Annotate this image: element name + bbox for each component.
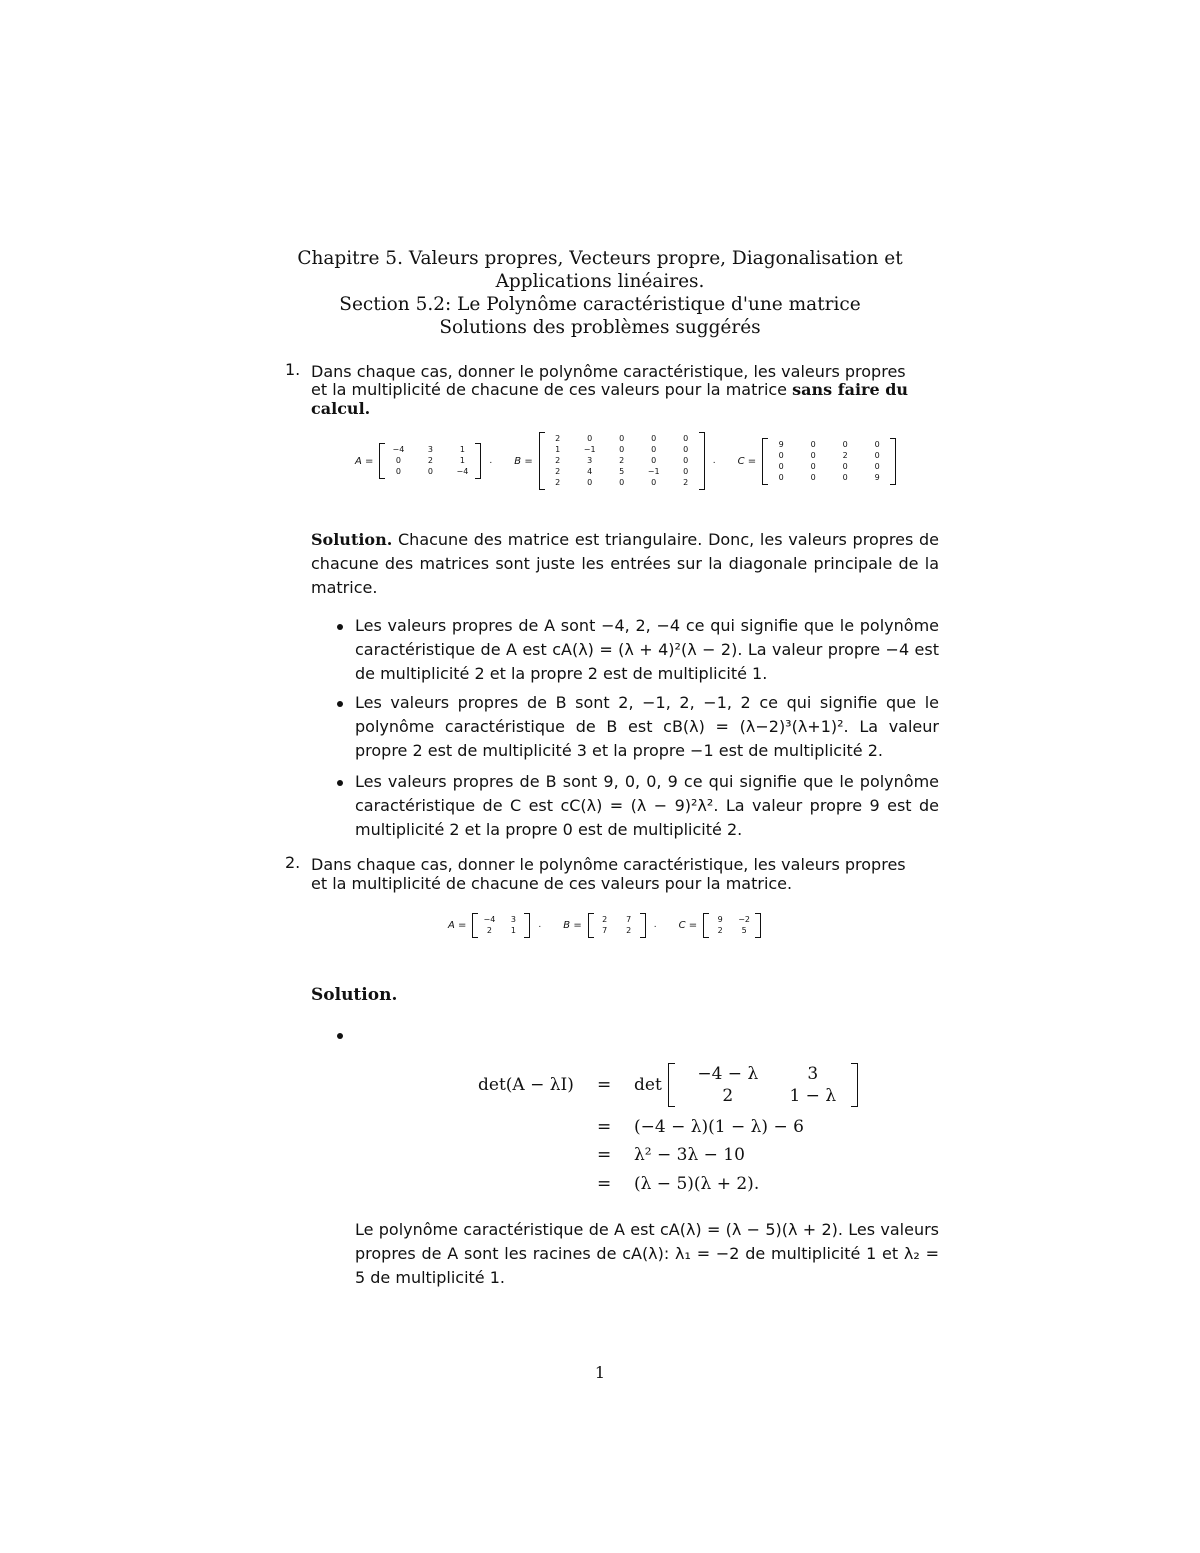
matrix-cell: 0 (810, 439, 816, 449)
det-eq-1: = (597, 1075, 612, 1095)
matrix-cell: 0 (587, 478, 593, 487)
matrix-cell: 2 (555, 478, 561, 487)
matrix-cell: 0 (651, 478, 657, 487)
matrix-cell: 9 (874, 472, 880, 482)
det-eq-2: = (597, 1117, 612, 1137)
matrix-2c (703, 913, 761, 938)
matrix-cell: 0 (619, 478, 625, 487)
solution-1-paragraph (311, 528, 939, 600)
matrix-cell: 3 (427, 445, 433, 454)
bullet-2-text: Les valeurs propres de B sont 2, −1, 2, −1, 2 ce qui signifie que le polynôme caractéristique de B est cB(λ) = (λ−2)³(λ+1)². La valeur propre 2 est de multiplicité 3 et la propre −1 est de multiplicité 2. (355, 693, 939, 760)
bullet-1-dot (337, 624, 343, 630)
det-line-4: (λ − 5)(λ + 2). (634, 1174, 760, 1194)
solution-2-label: Solution. (311, 985, 398, 1005)
det-matrix (668, 1063, 858, 1107)
det-m11: −4 − λ (697, 1064, 759, 1084)
matrix-cell: 1 (510, 925, 516, 935)
matrix-cell: 2 (486, 925, 492, 935)
matrix-c (762, 438, 896, 485)
matrix-cell: −1 (647, 467, 660, 476)
matrix-cell: −1 (583, 445, 596, 454)
matrix-cell: 0 (810, 461, 816, 471)
page-number: 1 (594, 1363, 606, 1382)
matrix-b (539, 432, 705, 490)
matrix-2b-name: B = (563, 919, 582, 931)
matrix-cell: −2 (738, 914, 751, 924)
problem-1-text-line2 (311, 378, 941, 401)
matrix-cell: 0 (778, 461, 784, 471)
matrix-2a (472, 913, 530, 938)
det-lhs: det(A − λI) (478, 1075, 574, 1095)
solution-1-text: Chacune des matrice est triangulaire. Donc, les valeurs propres de chacune des matrices sont juste les entrées sur la diagonale principale de la matrice. (311, 530, 939, 597)
matrix-cell: 0 (651, 445, 657, 454)
matrix-cell: 0 (683, 456, 689, 465)
matrix-cell: 0 (683, 467, 689, 476)
matrix-cell: 0 (395, 456, 401, 465)
det-m12: 3 (807, 1064, 819, 1084)
matrix-cell: 0 (842, 472, 848, 482)
bullet-1-text: Les valeurs propres de A sont −4, 2, −4 ce qui signifie que le polynôme caractéristique de A est cA(λ) = (λ + 4)²(λ − 2). La valeur propre −4 est de multiplicité 2 et la propre 2 est de multiplicité 1. (355, 616, 939, 683)
matrix-2a-name: A = (448, 919, 467, 931)
matrix-cell: 0 (874, 439, 880, 449)
matrix-cell: 0 (810, 472, 816, 482)
chapter-title: Chapitre 5. Valeurs propres, Vecteurs propre, Diagonalisation et (297, 248, 903, 269)
problem-2-number: 2. (285, 853, 301, 872)
matrix-cell: 0 (427, 467, 433, 476)
matrix-cell: 2 (626, 925, 632, 935)
matrix-cell: 2 (842, 450, 848, 460)
matrix-cell: 0 (651, 434, 657, 443)
matrix-cell: 3 (587, 456, 593, 465)
matrix-cell: 0 (651, 456, 657, 465)
matrix-cell: 0 (778, 450, 784, 460)
matrix-cell: 5 (619, 467, 625, 476)
matrix-cell: 0 (619, 434, 625, 443)
det-m22: 1 − λ (789, 1086, 837, 1106)
matrix-cell: 0 (874, 461, 880, 471)
problem-1-number: 1. (285, 360, 301, 379)
matrix-cell: 0 (619, 445, 625, 454)
matrix-cell: 7 (626, 914, 632, 924)
matrix-cell: 2 (619, 456, 625, 465)
matrix-cell: −4 (483, 914, 496, 924)
matrix-cell: −4 (456, 467, 469, 476)
det-eq-3: = (597, 1145, 612, 1165)
matrix-cell: −4 (392, 445, 405, 454)
matrix-cell: 3 (510, 914, 516, 924)
matrix-cell: 0 (395, 467, 401, 476)
det-expression (634, 1063, 858, 1107)
matrix-cell: 2 (717, 925, 723, 935)
solution-2-conclusion: Le polynôme caractéristique de A est cA(λ) = (λ − 5)(λ + 2). Les valeurs propres de A sont les racines de cA(λ): λ₁ = −2 de multiplicité 1 et λ₂ = 5 de multiplicité 1. (355, 1220, 939, 1287)
matrix-cell: 0 (683, 445, 689, 454)
problem-2-text-line1: Dans chaque cas, donner le polynôme caractéristique, les valeurs propres (311, 855, 906, 874)
problem-1-emphasis: sans faire du (792, 380, 909, 399)
matrix-cell: 4 (587, 467, 593, 476)
matrix-cell: 2 (555, 434, 561, 443)
matrix-cell: 0 (587, 434, 593, 443)
matrix-cell: 9 (778, 439, 784, 449)
problem-1-text-line1: Dans chaque cas, donner le polynôme caractéristique, les valeurs propres (311, 362, 906, 381)
det-word: det (634, 1075, 662, 1095)
matrix-a (379, 443, 481, 479)
matrix-a-name: A = (355, 455, 374, 467)
matrix-cell: 0 (778, 472, 784, 482)
matrix-cell: 5 (741, 925, 747, 935)
matrix-cell: 0 (842, 461, 848, 471)
matrix-2c-name: C = (678, 919, 698, 931)
det-eq-4: = (597, 1174, 612, 1194)
det-line-3: λ² − 3λ − 10 (634, 1145, 745, 1165)
matrix-cell: 2 (555, 467, 561, 476)
bullet-3-text: Les valeurs propres de B sont 9, 0, 0, 9 ce qui signifie que le polynôme caractéristique de C est cC(λ) = (λ − 9)²λ². La valeur propre 9 est de multiplicité 2 et la propre 0 est de multiplicité 2. (355, 772, 939, 839)
chapter-subtitle: Applications linéaires. (495, 271, 705, 292)
matrix-cell: 2 (683, 478, 689, 487)
matrix-cell: 2 (427, 456, 433, 465)
det-line-2: (−4 − λ)(1 − λ) − 6 (634, 1117, 804, 1137)
matrix-cell: 0 (810, 450, 816, 460)
solution-1-label: Solution. (311, 530, 393, 549)
bullet-3-dot (337, 780, 343, 786)
solutions-title: Solutions des problèmes suggérés (439, 317, 761, 338)
problem-2-matrices: A = −4 3 2 1 . B = 2 7 7 2 . C = 9 −2 2 5 (448, 913, 761, 937)
matrix-cell: 0 (842, 439, 848, 449)
matrix-b-name: B = (514, 455, 533, 467)
matrix-cell: 0 (683, 434, 689, 443)
bullet-2-1-dot (337, 1033, 343, 1039)
det-m21: 2 (722, 1086, 734, 1106)
matrix-cell: 0 (874, 450, 880, 460)
matrix-c-name: C = (737, 455, 757, 467)
matrix-cell: 1 (459, 456, 465, 465)
matrix-2b (588, 913, 646, 938)
matrix-cell: 2 (602, 914, 608, 924)
bullet-2-dot (337, 701, 343, 707)
problem-2-text-line2: et la multiplicité de chacune de ces valeurs pour la matrice. (311, 874, 793, 893)
section-title: Section 5.2: Le Polynôme caractéristique d'une matrice (339, 294, 861, 315)
matrix-cell: 7 (602, 925, 608, 935)
matrix-cell: 1 (459, 445, 465, 454)
problem-1-text: et la multiplicité de chacune de ces valeurs pour la matrice (311, 380, 793, 399)
matrix-cell: 2 (555, 456, 561, 465)
problem-1-text-line3: calcul. (311, 399, 371, 418)
matrix-cell: 1 (555, 445, 561, 454)
problem-1-matrices: A = −4 3 1 0 2 1 0 0 −4 . B = 2 0 0 0 0 1 −1 0 0 0 2 3 2 0 0 2 4 5 −1 0 2 0 0 0 2 . C = 9 0 0 0 0 0 2 0 0 0 0 0 0 0 0 9 (355, 433, 896, 489)
matrix-cell: 9 (717, 914, 723, 924)
